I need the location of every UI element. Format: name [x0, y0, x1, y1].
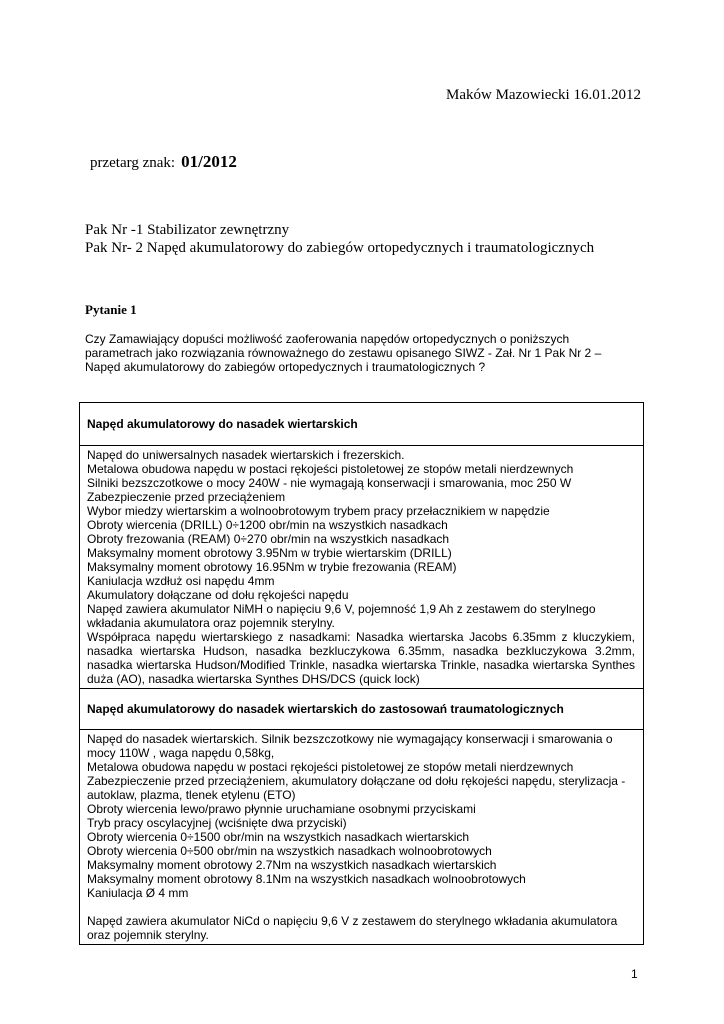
spec-line: Tryb pracy oscylacyjnej (wciśnięte dwa przyciski) — [87, 816, 347, 830]
spec-line: Wybor miedzy wiertarskim a wolnoobrotowym trybem pracy przełacznikiem w napędzie — [87, 504, 550, 518]
spec-line: Zabezpieczenie przed przeciążeniem, akumulatory dołączane od dołu rękojeści napędu, sterylizacja - — [87, 774, 626, 788]
section-2-heading: Napęd akumulatorowy do nasadek wiertarskich do zastosowań traumatologicznych — [80, 689, 644, 730]
question-heading: Pytanie 1 — [85, 302, 137, 317]
question-line: Napęd akumulatorowy do zabiegów ortopedycznych i traumatologicznych ? — [85, 360, 486, 374]
spec-line: autoklaw, plazma, tlenek etylenu (ETO) — [87, 788, 296, 802]
spec-line: Obroty wiercenia 0÷1500 obr/min na wszystkich nasadkach wiertarskich — [87, 830, 470, 844]
page-number: 1 — [631, 967, 638, 981]
spec-line: mocy 110W , waga napędu 0,58kg, — [87, 746, 275, 760]
spec-line: wkładania akumulatora oraz pojemnik sterylny. — [87, 616, 335, 630]
spec-line: Metalowa obudowa napędu w postaci rękojeści pistoletowej ze stopów metali nierdzewnych — [87, 462, 574, 476]
spec-line: Maksymalny moment obrotowy 16.95Nm w trybie frezowania (REAM) — [87, 560, 457, 574]
tender-label: przetarg znak: — [90, 155, 176, 171]
table-row — [80, 403, 644, 446]
spec-line: Maksymalny moment obrotowy 8.1Nm na wszystkich nasadkach wolnoobrotowych — [87, 872, 526, 886]
tender-number: 01/2012 — [181, 152, 237, 171]
spec-line: Obroty wiercenia (DRILL) 0÷1200 obr/min na wszystkich nasadkach — [87, 518, 448, 532]
table-row — [80, 730, 644, 945]
table-row — [80, 689, 644, 730]
tender-reference — [90, 152, 237, 172]
blank-line — [87, 900, 635, 914]
spec-line: Akumulatory dołączane od dołu rękojeści napędu — [87, 588, 349, 602]
spec-line: oraz pojemnik sterylny. — [87, 928, 209, 942]
spec-line: nasadka wiertarska Hudson/Modified Trinkle, nasadka wiertarska Trinkle, nasadka wiertarska Synthes — [87, 658, 635, 672]
spec-line: Maksymalny moment obrotowy 2.7Nm na wszystkich nasadkach wiertarskich — [87, 858, 497, 872]
question-line: Czy Zamawiający dopuści możliwość zaoferowania napędów ortopedycznych o poniższych — [85, 332, 570, 346]
section-1-body — [80, 446, 644, 689]
spec-line: Napęd zawiera akumulator NiMH o napięciu 9,6 V, pojemność 1,9 Ah z zestawem do sterylnego — [87, 602, 596, 616]
specification-table — [79, 402, 644, 945]
spec-line: Współpraca napędu wiertarskiego z nasadkami: Nasadka wiertarska Jacobs 6.35mm z kluczykiem, — [87, 630, 635, 644]
spec-line: Kaniulacja Ø 4 mm — [87, 886, 189, 900]
section-1-heading: Napęd akumulatorowy do nasadek wiertarskich — [80, 403, 644, 446]
spec-line: Obroty wiercenia 0÷500 obr/min na wszystkich nasadkach wolnoobrotowych — [87, 844, 492, 858]
spec-line: Maksymalny moment obrotowy 3.95Nm w trybie wiertarskim (DRILL) — [87, 546, 452, 560]
spec-line: Napęd do nasadek wiertarskich. Silnik bezszczotkowy nie wymagający konserwacji i smarowania o — [87, 732, 613, 746]
spec-line: Obroty wiercenia lewo/prawo płynnie uruchamiane osobnymi przyciskami — [87, 802, 476, 816]
spec-line: Napęd do uniwersalnych nasadek wiertarskich i frezerskich. — [87, 448, 405, 462]
spec-line: nasadka wiertarska Hudson, nasadka bezkluczykowa 6.35mm, nasadka bezkluczykowa 3.2mm, — [87, 644, 635, 658]
package-1-title: Pak Nr -1 Stabilizator zewnętrzny — [85, 222, 290, 238]
spec-line: Obroty frezowania (REAM) 0÷270 obr/min na wszystkich nasadkach — [87, 532, 450, 546]
spec-line: Metalowa obudowa napędu w postaci rękojeści pistoletowej ze stopów metali nierdzewnych — [87, 760, 574, 774]
question-line: parametrach jako rozwiązania równoważnego do zestawu opisanego SIWZ - Zał. Nr 1 Pak Nr 2 – — [85, 346, 602, 360]
package-2-title: Pak Nr- 2 Napęd akumulatorowy do zabiegów ortopedycznych i traumatologicznych — [85, 240, 595, 256]
spec-line: Napęd zawiera akumulator NiCd o napięciu 9,6 V z zestawem do sterylnego wkładania akumulatora — [87, 914, 618, 928]
spec-line: Zabezpieczenie przed przeciążeniem — [87, 490, 286, 504]
spec-line: Silniki bezszczotkowe o mocy 240W - nie wymagają konserwacji i smarowania, moc 250 W — [87, 476, 572, 490]
spec-line: Kaniulacja wzdłuż osi napędu 4mm — [87, 574, 275, 588]
table-row — [80, 446, 644, 689]
section-2-body — [80, 730, 644, 945]
place-date: Maków Mazowiecki 16.01.2012 — [446, 87, 641, 103]
spec-line: duża (AO), nasadka wiertarska Synthes DHS/DCS (quick lock) — [87, 672, 420, 686]
